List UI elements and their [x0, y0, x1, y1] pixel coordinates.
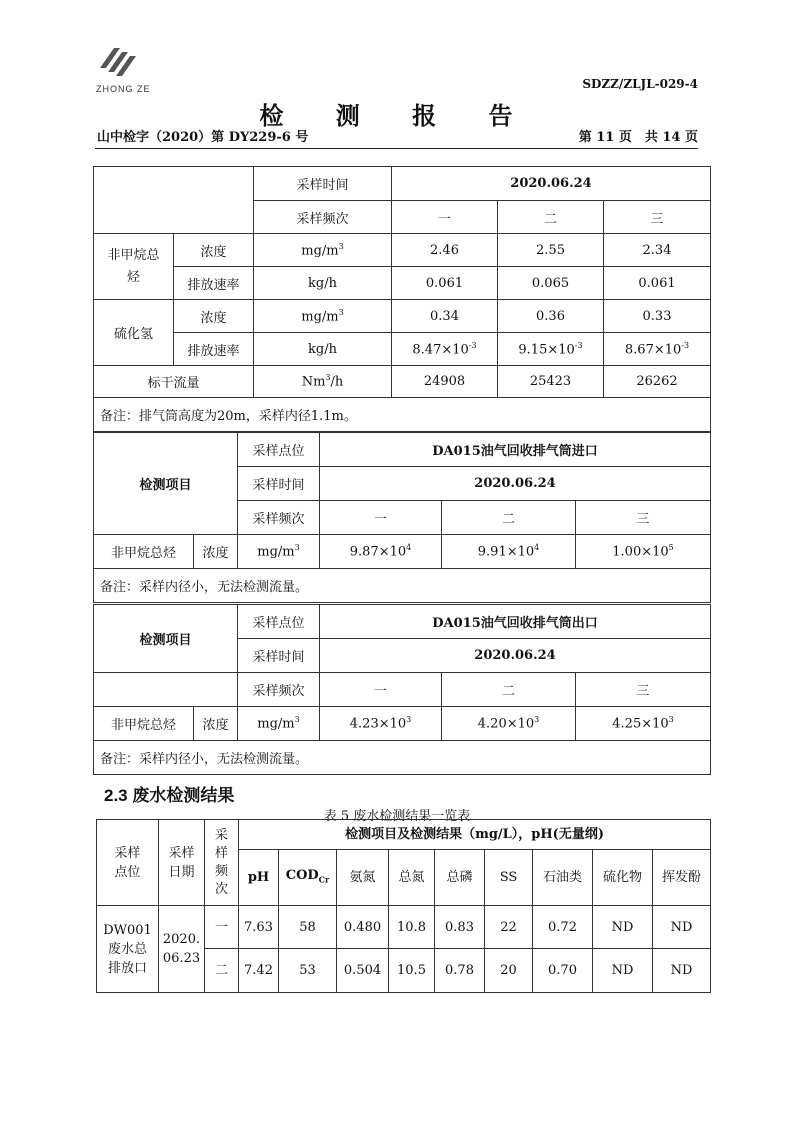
- param-ss: SS: [485, 850, 533, 906]
- param-ph: pH: [239, 850, 279, 906]
- gas-table-1: [93, 166, 711, 432]
- value: 58: [279, 906, 337, 949]
- sample-time: 2020.06.24: [392, 167, 711, 201]
- unit: $mg/m^3$: [238, 535, 320, 569]
- freq-3: 三: [576, 501, 711, 535]
- value: $8.47\times 10^{-3}$: [392, 333, 498, 366]
- value: 2.46: [392, 234, 498, 267]
- group-header: 检测项目及检测结果（mg/L），pH(无量纲): [239, 820, 711, 850]
- nmhc-label: 非甲烷总烃: [94, 234, 174, 300]
- value: 0.78: [435, 949, 485, 993]
- value: 25423: [498, 366, 604, 398]
- value: $4.25\times 10^3$: [576, 707, 711, 741]
- value: 0.480: [337, 906, 389, 949]
- value: 10.8: [389, 906, 435, 949]
- param-sulfide: 硫化物: [593, 850, 653, 906]
- freq: 一: [205, 906, 239, 949]
- value: 0.70: [533, 949, 593, 993]
- wastewater-table: [96, 819, 711, 993]
- sample-time-label: 采样时间: [254, 167, 392, 201]
- value: 0.33: [604, 300, 711, 333]
- value: $4.23\times 10^3$: [320, 707, 442, 741]
- gas-table-inlet: [93, 432, 711, 603]
- value: 0.34: [392, 300, 498, 333]
- value: 2.55: [498, 234, 604, 267]
- value: $9.87\times 10^4$: [320, 535, 442, 569]
- freq-1: 一: [320, 501, 442, 535]
- value: 26262: [604, 366, 711, 398]
- time-label: 采样时间: [238, 639, 320, 673]
- value: 53: [279, 949, 337, 993]
- value: ND: [593, 949, 653, 993]
- report-number: 山中检字（2020）第 DY229-6 号: [97, 130, 309, 145]
- value: 24908: [392, 366, 498, 398]
- value: 2.34: [604, 234, 711, 267]
- value: 0.72: [533, 906, 593, 949]
- item-label: 检测项目: [94, 433, 238, 535]
- value: 0.065: [498, 267, 604, 300]
- header-rule: [95, 148, 698, 149]
- value: 0.83: [435, 906, 485, 949]
- sample-point: DA015油气回收排气筒出口: [320, 605, 711, 639]
- value: 20: [485, 949, 533, 993]
- value: 22: [485, 906, 533, 949]
- conc-label: 浓度: [174, 300, 254, 333]
- value: $4.20\times 10^3$: [442, 707, 576, 741]
- value: 0.061: [392, 267, 498, 300]
- unit-conc: $mg/m^3$: [254, 234, 392, 267]
- table-caption: 表 5 废水检测结果一览表: [323, 809, 471, 824]
- value: 0.36: [498, 300, 604, 333]
- blank-cell: [94, 167, 254, 234]
- section-heading: 2.3 废水检测结果: [104, 786, 235, 805]
- value: 0.061: [604, 267, 711, 300]
- h2s-label: 硫化氢: [94, 300, 174, 366]
- conc-label: 浓度: [194, 707, 238, 741]
- param-tn: 总氮: [389, 850, 435, 906]
- note: 备注：采样内径小，无法检测流量。: [94, 569, 711, 603]
- freq-1: 一: [320, 673, 442, 707]
- sample-date: 2020. 06.23: [159, 906, 205, 993]
- freq-label: 采样频次: [254, 201, 392, 234]
- param-phenol: 挥发酚: [653, 850, 711, 906]
- freq-2: 二: [442, 501, 576, 535]
- document-code: SDZZ/ZLJL-029-4: [582, 77, 698, 91]
- freq-label: 采样频次: [238, 501, 320, 535]
- sample-point: DW001 废水总 排放口: [97, 906, 159, 993]
- nmhc-label: 非甲烷总烃: [94, 707, 194, 741]
- item-label: 检测项目: [94, 605, 238, 673]
- blank-cell: [94, 673, 238, 707]
- freq-2: 二: [498, 201, 604, 234]
- param-oil: 石油类: [533, 850, 593, 906]
- param-ammonia: 氨氮: [337, 850, 389, 906]
- freq-1: 一: [392, 201, 498, 234]
- rate-label: 排放速率: [174, 267, 254, 300]
- param-tp: 总磷: [435, 850, 485, 906]
- col-freq: 采 样 频 次: [205, 820, 239, 906]
- time-label: 采样时间: [238, 467, 320, 501]
- flow-label: 标干流量: [94, 366, 254, 398]
- value: 0.504: [337, 949, 389, 993]
- value: $9.15\times 10^{-3}$: [498, 333, 604, 366]
- point-label: 采样点位: [238, 433, 320, 467]
- unit: $mg/m^3$: [238, 707, 320, 741]
- unit-rate: kg/h: [254, 333, 392, 366]
- flow-unit: Nm$^3$/h: [254, 366, 392, 398]
- unit-rate: kg/h: [254, 267, 392, 300]
- freq: 二: [205, 949, 239, 993]
- sample-time: 2020.06.24: [320, 467, 711, 501]
- note: 备注：采样内径小，无法检测流量。: [94, 741, 711, 775]
- value: $9.91\times 10^4$: [442, 535, 576, 569]
- unit-conc: $mg/m^3$: [254, 300, 392, 333]
- conc-label: 浓度: [174, 234, 254, 267]
- freq-3: 三: [576, 673, 711, 707]
- value: 10.5: [389, 949, 435, 993]
- value: $8.67\times 10^{-3}$: [604, 333, 711, 366]
- col-date: 采样 日期: [159, 820, 205, 906]
- rate-label: 排放速率: [174, 333, 254, 366]
- freq-3: 三: [604, 201, 711, 234]
- freq-label: 采样频次: [238, 673, 320, 707]
- freq-2: 二: [442, 673, 576, 707]
- value: ND: [653, 949, 711, 993]
- col-point: 采样 点位: [97, 820, 159, 906]
- page-info: 第 11 页 共 14 页: [578, 130, 698, 145]
- param-cod: $COD_{Cr}$: [279, 850, 337, 906]
- value: ND: [653, 906, 711, 949]
- gas-table-outlet: [93, 604, 711, 775]
- point-label: 采样点位: [238, 605, 320, 639]
- nmhc-label: 非甲烷总烃: [94, 535, 194, 569]
- sample-point: DA015油气回收排气筒进口: [320, 433, 711, 467]
- value: $1.00\times 10^5$: [576, 535, 711, 569]
- sample-time: 2020.06.24: [320, 639, 711, 673]
- logo-text: ZHONG ZE: [96, 84, 151, 94]
- conc-label: 浓度: [194, 535, 238, 569]
- note: 备注：排气筒高度为20m，采样内径1.1m。: [94, 398, 711, 432]
- value: ND: [593, 906, 653, 949]
- value: 7.63: [239, 906, 279, 949]
- page-title: 检 测 报 告: [259, 101, 535, 130]
- value: 7.42: [239, 949, 279, 993]
